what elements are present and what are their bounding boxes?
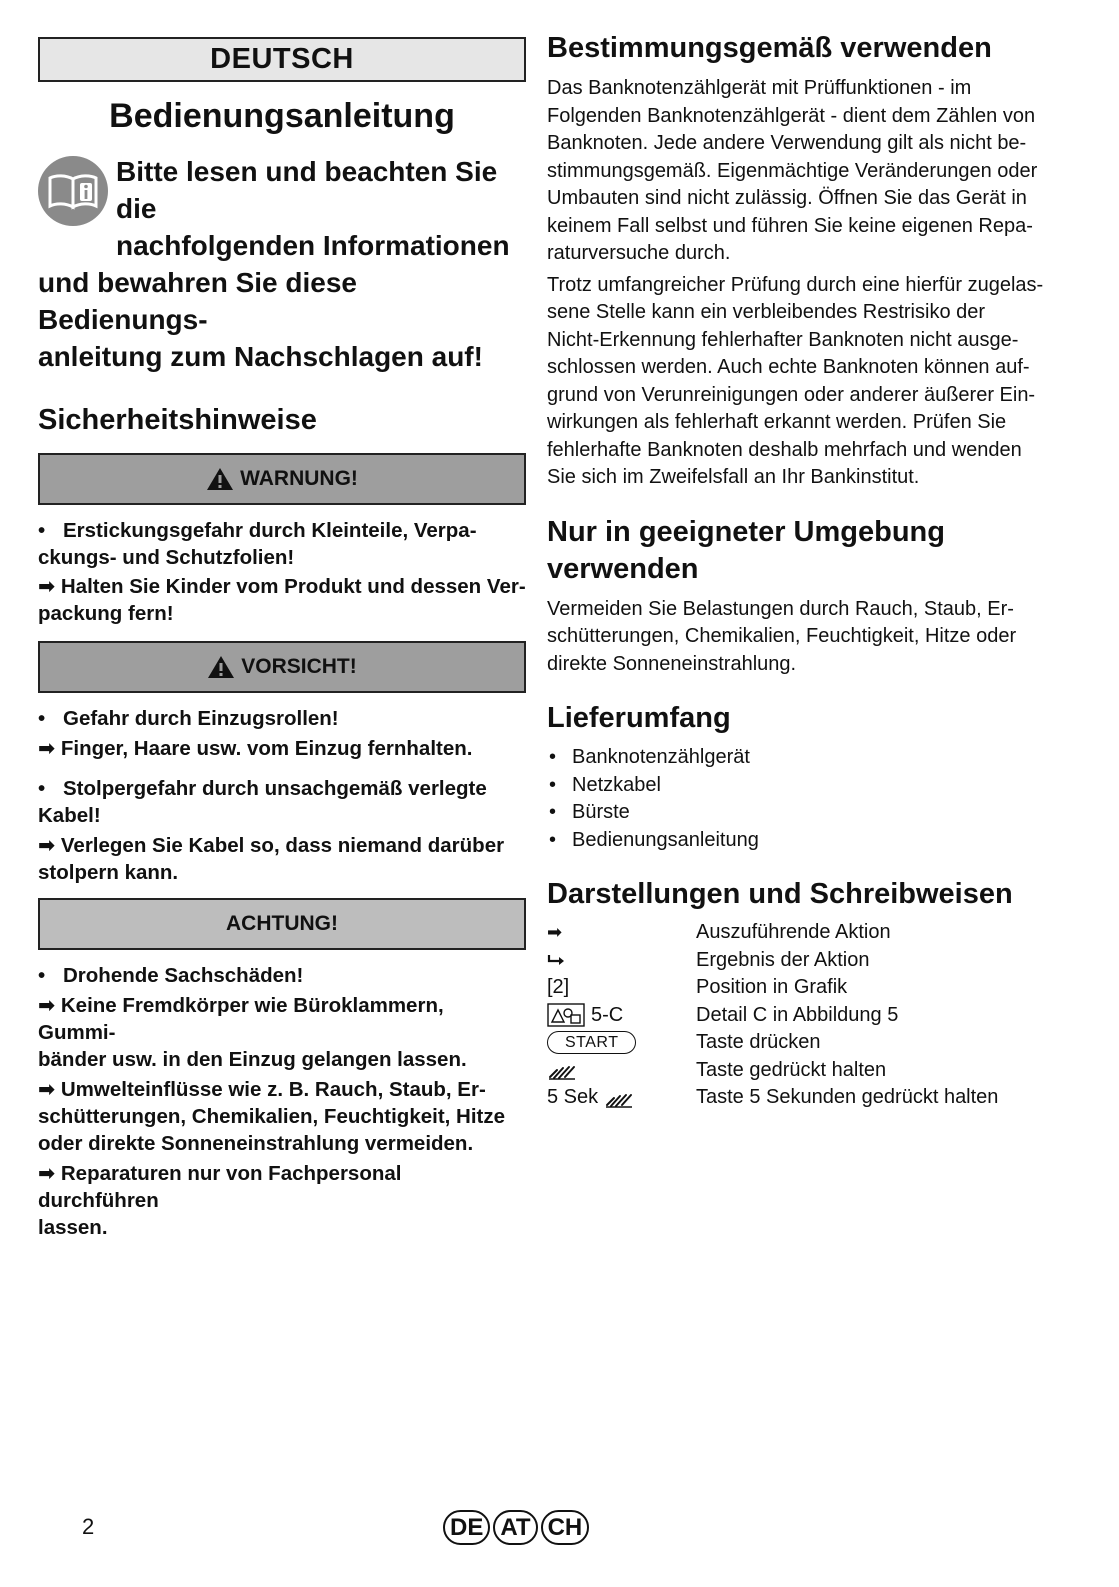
hazard-item: • Stolpergefahr durch unsachgemäß verlegte xyxy=(38,775,526,802)
text-line: Trotz umfangreicher Prüfung durch eine hierfür zugelas- xyxy=(547,273,1044,296)
result-arrow-icon xyxy=(547,953,567,967)
notation-desc: Auszuführende Aktion xyxy=(696,921,891,943)
intro-line: Bitte lesen und beachten Sie die xyxy=(116,156,498,224)
read-instructions-notice xyxy=(38,153,526,375)
hazard-item-cont: ckungs- und Schutzfolien! xyxy=(38,546,295,569)
text-line: schlossen werden. Auch echte Banknoten können auf- xyxy=(547,356,1030,378)
text-line: Umbauten sind nicht zulässig. Öffnen Sie das Gerät in xyxy=(547,187,1027,209)
action-item-cont: packung fern! xyxy=(38,602,174,625)
scope-of-delivery-list xyxy=(547,744,1047,854)
list-item: • Banknotenzählgerät xyxy=(547,744,1047,772)
intro-line: anleitung zum Nachschlagen auf! xyxy=(38,341,483,372)
action-item: ➡ Verlegen Sie Kabel so, dass niemand darüber xyxy=(38,834,505,857)
text-line: schütterungen, Chemikalien, Feuchtigkeit, Hitze oder xyxy=(547,625,1017,647)
seconds-label: 5 Sek xyxy=(547,1086,599,1108)
caution-label: VORSICHT! xyxy=(241,655,357,678)
table-row xyxy=(547,1084,1047,1112)
action-item-cont: bänder usw. in den Einzug gelangen lassen. xyxy=(38,1048,467,1071)
text-line: Banknoten. Jede andere Verwendung gilt als nicht be- xyxy=(547,132,1027,154)
arrow-right-icon: ➡ xyxy=(38,575,61,598)
country-badge-at: AT xyxy=(493,1510,537,1545)
table-row xyxy=(547,1029,1047,1057)
safety-heading: Sicherheitshinweise xyxy=(38,404,317,436)
language-header: DEUTSCH xyxy=(38,37,526,82)
action-item: ➡ Reparaturen nur von Fachpersonal durchführen xyxy=(38,1162,402,1212)
intended-use-heading: Bestimmungsgemäß verwenden xyxy=(547,32,992,64)
document-title: Bedienungsanleitung xyxy=(109,97,455,135)
arrow-right-icon: ➡ xyxy=(38,994,61,1017)
arrow-right-icon: ➡ xyxy=(38,1162,61,1185)
read-manual-icon xyxy=(38,156,108,226)
text-line: wirkungen als fehlerhaft erkannt werden. Prüfen Sie xyxy=(547,411,1007,433)
action-item-cont: oder direkte Sonneneinstrahlung vermeiden. xyxy=(38,1132,474,1155)
right-column xyxy=(547,30,1047,1112)
warning-triangle-icon xyxy=(207,655,235,679)
action-item-cont: stolpern kann. xyxy=(38,861,179,884)
notation-desc: Detail C in Abbildung 5 xyxy=(696,1003,899,1026)
table-row xyxy=(547,919,1047,947)
intro-line: nachfolgenden Informationen xyxy=(116,230,510,261)
arrow-right-icon: ➡ xyxy=(547,922,563,942)
text-line: grund von Verunreinigungen oder anderer äußerer Ein- xyxy=(547,383,1036,406)
scope-of-delivery-heading: Lieferumfang xyxy=(547,702,731,734)
action-item: ➡ Umwelteinflüsse wie z. B. Rauch, Staub, Er- xyxy=(38,1078,486,1101)
heading-line: verwenden xyxy=(547,552,699,585)
list-item: • Bürste xyxy=(547,799,1047,827)
action-item-cont: lassen. xyxy=(38,1216,108,1239)
notation-desc: Taste drücken xyxy=(696,1031,821,1053)
action-item: ➡ Halten Sie Kinder vom Produkt und dessen Ver- xyxy=(38,575,526,598)
country-badges xyxy=(443,1510,589,1545)
left-column xyxy=(38,37,526,1241)
text-line: fehlerhafte Banknoten deshalb mehrfach und wenden xyxy=(547,438,1022,461)
warning-content xyxy=(38,517,526,627)
arrow-right-icon: ➡ xyxy=(38,737,61,760)
arrow-right-icon: ➡ xyxy=(38,834,61,857)
text-line: sene Stelle kann ein verbleibendes Restrisiko der xyxy=(547,301,986,323)
warning-banner xyxy=(38,453,526,505)
text-line: Nicht-Erkennung fehlerhafter Banknoten nicht ausge- xyxy=(547,328,1019,351)
list-item: • Netzkabel xyxy=(547,772,1047,800)
intended-use-paragraph-2 xyxy=(547,272,1047,492)
caution-content xyxy=(38,705,526,886)
action-item-cont: schütterungen, Chemikalien, Feuchtigkeit, Hitze xyxy=(38,1105,506,1128)
notation-desc: Position in Grafik xyxy=(696,976,848,998)
action-item: ➡ Keine Fremdkörper wie Büroklammern, Gummi- xyxy=(38,994,444,1044)
text-line: keinem Fall selbst und führen Sie keine eigenen Repa- xyxy=(547,214,1033,237)
hazard-item: • Erstickungsgefahr durch Kleinteile, Verpa- xyxy=(38,517,526,544)
country-badge-ch: CH xyxy=(541,1510,590,1545)
arrow-right-icon: ➡ xyxy=(38,1078,61,1101)
notation-heading: Darstellungen und Schreibweisen xyxy=(547,878,1013,910)
notice-banner xyxy=(38,898,526,950)
hazard-item: • Drohende Sachschäden! xyxy=(38,962,526,989)
figure-detail-label: 5-C xyxy=(591,1003,624,1026)
start-key-symbol: START xyxy=(547,1031,636,1054)
table-row xyxy=(547,1057,1047,1085)
text-line: direkte Sonneneinstrahlung. xyxy=(547,652,797,675)
notation-desc: Ergebnis der Aktion xyxy=(696,948,870,971)
text-line: Sie sich im Zweifelsfall an Ihr Bankinstitut. xyxy=(547,466,920,488)
text-line: Folgenden Banknotenzählgerät - dient dem Zählen von xyxy=(547,104,1036,127)
notation-desc: Taste gedrückt halten xyxy=(696,1058,887,1081)
environment-paragraph xyxy=(547,596,1047,679)
notice-label: ACHTUNG! xyxy=(226,912,338,935)
heading-line: Nur in geeigneter Umgebung xyxy=(547,515,945,548)
country-badge-de: DE xyxy=(443,1510,490,1545)
caution-banner xyxy=(38,641,526,693)
environment-heading xyxy=(547,514,1047,588)
table-row xyxy=(547,947,1047,975)
notation-table xyxy=(547,919,1047,1112)
position-symbol: [2] xyxy=(547,976,570,998)
text-line: Das Banknotenzählgerät mit Prüffunktionen - im xyxy=(547,77,972,99)
warning-triangle-icon xyxy=(206,467,234,491)
table-row xyxy=(547,1002,1047,1030)
text-line: stimmungsgemäß. Eigenmächtige Veränderungen oder xyxy=(547,159,1038,182)
intro-line: und bewahren Sie diese Bedienungs- xyxy=(38,267,357,335)
hazard-item-cont: Kabel! xyxy=(38,804,101,827)
text-line: Vermeiden Sie Belastungen durch Rauch, Staub, Er- xyxy=(547,597,1014,620)
action-item: ➡ Finger, Haare usw. vom Einzug fernhalten. xyxy=(38,737,473,760)
text-line: raturversuche durch. xyxy=(547,242,731,264)
intended-use-paragraph-1 xyxy=(547,75,1047,268)
page-number: 2 xyxy=(82,1514,95,1539)
warning-label: WARNUNG! xyxy=(240,467,358,490)
notation-desc: Taste 5 Sekunden gedrückt halten xyxy=(696,1086,999,1108)
list-item: • Bedienungsanleitung xyxy=(547,827,1047,855)
table-row xyxy=(547,974,1047,1002)
notice-content xyxy=(38,962,526,1241)
figure-detail-icon xyxy=(547,1003,585,1027)
hold-key-icon xyxy=(547,1060,577,1080)
hazard-item: • Gefahr durch Einzugsrollen! xyxy=(38,705,526,732)
hold-key-icon xyxy=(604,1088,634,1108)
